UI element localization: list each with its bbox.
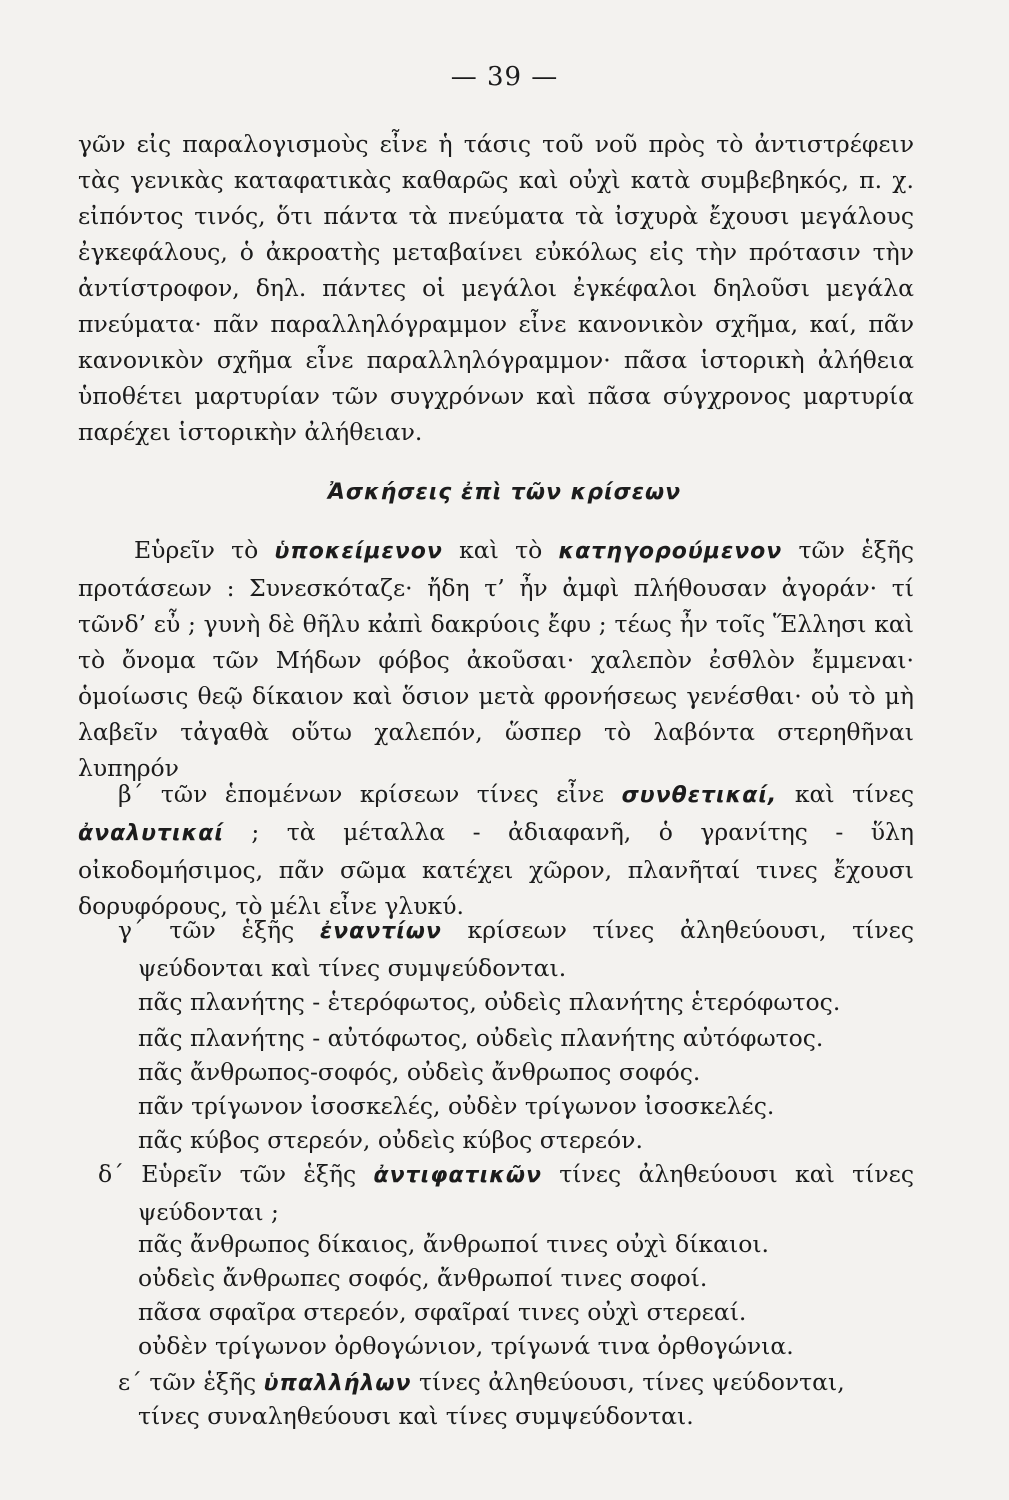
term-predicate: κατηγορούμενον — [558, 539, 783, 564]
exercise-a-text-1: Εὑρεῖν τὸ — [134, 536, 275, 564]
exercise-b-text-1: β΄ τῶν ἑπομένων κρίσεων τίνες εἶνε — [118, 780, 622, 808]
term-synthetic: συνθετικαί, — [621, 783, 778, 808]
exercise-e-text-2: τίνες ἀληθεύουσι, τίνες ψεύδονται, — [411, 1368, 845, 1396]
exercise-a-text-2: καὶ τὸ — [442, 536, 559, 564]
term-contradictory: ἀντιφατικῶν — [373, 1163, 542, 1188]
intro-paragraph: γῶν εἰς παραλογισμοὺς εἶνε ἡ τάσις τοῦ νοῦ πρὸς τὸ ἀντιστρέφειν τὰς γενικὰς καταφατικὰς καθαρῶς καὶ οὐχὶ κατὰ συμβεβηκός, π. χ. εἰπόντος τινός, ὅτι πάντα τὰ πνεύματα τὰ ἰσχυρὰ ἔχουσι μεγάλους ἐγκεφάλους, ὁ ἀκροατὴς μεταβαίνει εὐκόλως εἰς τὴν πρότασιν τὴν ἀντίστροφον, δηλ. πάντες οἱ μεγάλοι ἐγκέφαλοι δηλοῦσι μεγάλα πνεύματα· πᾶν παραλληλόγραμμον εἶνε κανονικὸν σχῆμα, καί, πᾶν κανονικὸν σχῆμα εἶνε παραλληλόγραμμον· πᾶσα ἱστορικὴ ἀλήθεια ὑποθέτει μαρτυρίαν τῶν συγχρόνων καὶ πᾶσα σύγχρονος μαρτυρία παρέχει ἱστορικὴν ἀλήθειαν. — [78, 130, 914, 446]
section-heading: Ἀσκήσεις ἐπὶ τῶν κρίσεων — [327, 480, 682, 505]
exercise-d-line: οὐδὲν τρίγωνον ὀρθογώνιον, τρίγωνά τινα ὀρθογώνια. — [138, 1332, 794, 1360]
exercise-b — [78, 776, 914, 924]
exercise-c-text-2: κρίσεων τίνες ἀληθεύουσι, τίνες ψεύδονται καὶ τίνες συμψεύδονται. — [138, 916, 915, 982]
exercise-d-line: οὐδεὶς ἄνθρωπες σοφός, ἄνθρωποί τινες σοφοί. — [138, 1264, 708, 1292]
exercise-c-line: πᾶς κύβος στερεόν, οὐδεὶς κύβος στερεόν. — [138, 1126, 643, 1154]
term-contrary: ἐναντίων — [319, 919, 442, 944]
exercise-c-line: πᾶν τρίγωνον ἰσοσκελές, οὐδὲν τρίγωνον ἰσοσκελές. — [138, 1092, 775, 1120]
term-subject: ὑποκείμενον — [274, 539, 443, 564]
exercise-a-text-3: τῶν ἑξῆς προτάσεων : Συνεσκόταζε· ἤδη τ’ ἦν ἀμφὶ πλήθουσαν ἀγοράν· τί τῶνδ’ εὖ ; γυνὴ δὲ θῆλυ κἀπὶ δακρύοις ἔφυ ; τέως ἦν τοῖς Ἕλλησι καὶ τὸ ὄνομα τῶν Μήδων φόβος ἀκοῦσαι· χαλεπὸν ἐσθλὸν ἔμμεναι· ὁμοίωσις θεῷ δίκαιον καὶ ὅσιον μετὰ φρονήσεως γενέσθαι· οὐ τὸ μὴ λαβεῖν τἀγαθὰ οὕτω χαλεπόν, ὥσπερ τὸ λαβόντα στερηθῆναι λυπηρόν — [78, 536, 914, 782]
exercise-c-line: πᾶς πλανήτης - ἑτερόφωτος, οὐδεὶς πλανήτης ἑτερόφωτος. — [138, 988, 841, 1016]
exercise-c — [118, 912, 914, 986]
exercise-c-line: πᾶς ἄνθρωπος-σοφός, οὐδεὶς ἄνθρωπος σοφός. — [138, 1058, 701, 1086]
exercise-c-text-1: γ΄ τῶν ἑξῆς — [118, 916, 320, 944]
term-subaltern: ὑπαλλήλων — [263, 1371, 412, 1396]
exercise-d-line: πᾶσα σφαῖρα στερεόν, σφαῖραί τινες οὐχὶ στερεαί. — [138, 1298, 747, 1326]
exercise-d-line: πᾶς ἄνθρωπος δίκαιος, ἄνθρωποί τινες οὐχὶ δίκαιοι. — [138, 1230, 770, 1258]
exercise-d-text-2: τίνες ἀληθεύουσι καὶ τίνες ψεύδονται ; — [138, 1160, 914, 1226]
page-number: — 39 — — [450, 62, 559, 92]
exercise-b-text-3: ; τὰ μέταλλα - ἀδιαφανῆ, ὁ γρανίτης - ὕλη οἰκοδομήσιμος, πᾶν σῶμα κατέχει χῶρον, πλανῆταί τινες ἔχουσι δορυφόρους, τὸ μέλι εἶνε γλυκύ. — [78, 818, 914, 920]
exercise-a — [78, 532, 914, 786]
exercise-d-text-1: δ΄ Εὑρεῖν τῶν ἑξῆς — [98, 1160, 374, 1188]
exercise-e-text-1: ε΄ τῶν ἑξῆς — [118, 1368, 264, 1396]
exercise-d — [98, 1156, 914, 1230]
exercise-e-continuation: τίνες συναληθεύουσι καὶ τίνες συμψεύδονται. — [138, 1402, 694, 1430]
exercise-b-text-2: καὶ τίνες — [777, 780, 914, 808]
term-analytic: ἀναλυτικαί — [78, 821, 224, 846]
exercise-e — [118, 1364, 914, 1402]
exercise-c-line: πᾶς πλανήτης - αὐτόφωτος, οὐδεὶς πλανήτης αὐτόφωτος. — [138, 1024, 824, 1052]
